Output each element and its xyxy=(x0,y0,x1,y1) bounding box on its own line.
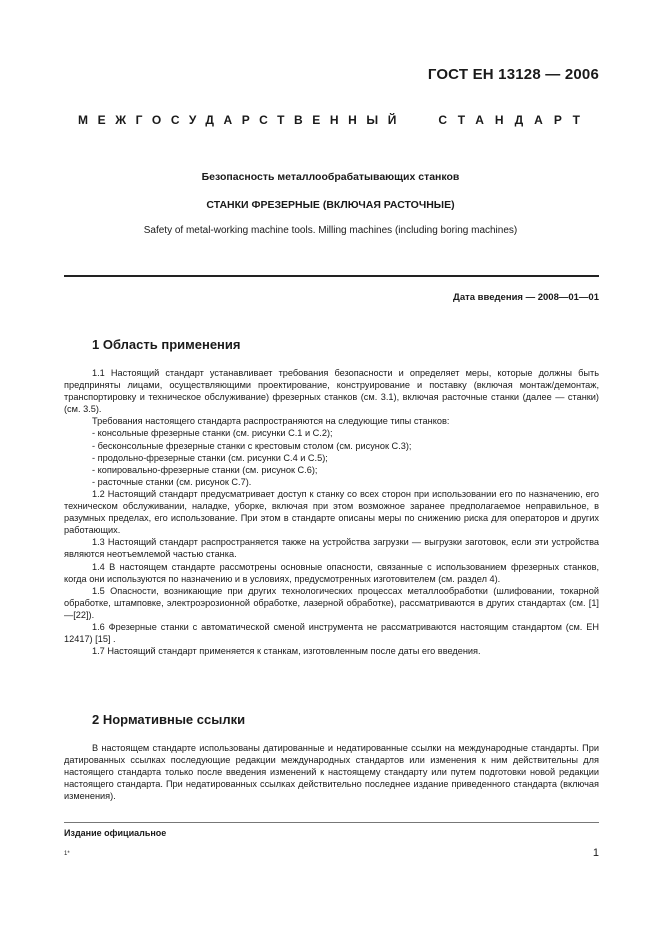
list-item: - бесконсольные фрезерные станки с крестовым столом (см. рисунок С.3); xyxy=(92,440,412,451)
list-item: - консольные фрезерные станки (см. рисунки С.1 и С.2); xyxy=(92,428,333,439)
banner-standard: СТАНДАРТ xyxy=(438,113,591,127)
page-number: 1 xyxy=(592,847,599,859)
paragraph: Требования настоящего стандарта распространяются на следующие типы станков: xyxy=(92,416,450,427)
paragraph: 1.4 В настоящем стандарте рассмотрены основные опасности, связанные с использованием фрезерных станков, когда они используются по назначению и в условиях, предусмотренных изготовителем (см. раздел 4). xyxy=(64,561,599,584)
title-specific: СТАНКИ ФРЕЗЕРНЫЕ (ВКЛЮЧАЯ РАСТОЧНЫЕ) xyxy=(206,199,455,211)
title-general: Безопасность металлообрабатывающих станков xyxy=(201,171,460,183)
title-divider xyxy=(64,275,599,277)
section-references-body xyxy=(64,742,599,802)
list-item: - расточные станки (см. рисунок С.7). xyxy=(92,476,252,487)
title-english: Safety of metal-working machine tools. Milling machines (including boring machines) xyxy=(143,225,518,236)
effective-date: Дата введения — 2008—01—01 xyxy=(453,292,599,303)
standard-banner xyxy=(78,113,591,127)
section-heading-scope: 1 Область применения xyxy=(92,337,241,352)
section-heading-references: 2 Нормативные ссылки xyxy=(92,712,246,727)
paragraph: 1.2 Настоящий стандарт предусматривает доступ к станку со всех сторон при использовании его по назначению, его техническом обслуживании, наладке, уборке, включая при этом возможное заранее предполагаемое неправильное, в разумных пределах, его использование. При этом в стандарте описаны меры по снижению риска для операторов и других работающих. xyxy=(64,488,599,536)
paragraph: 1.5 Опасности, возникающие при других технологических процессах металлообработки (шлифовании, токарной обработке, штамповке, электроэрозионной обработке, лазерной обработке), рассматриваются в других стандартах (см. [1]—[22]). xyxy=(64,585,599,620)
standard-code: ГОСТ ЕН 13128 — 2006 xyxy=(427,66,599,83)
print-mark: 1* xyxy=(64,851,70,857)
paragraph: В настоящем стандарте использованы датированные и недатированные ссылки на международные стандарты. При датированных ссылках последующие редакции международных стандартов или изменения к ним действительны для настоящего стандарта только после введения изменений к настоящему стандарту или путем подготовки новой редакции настоящего стандарта. При недатированных ссылках действительно последнее издание приведенного стандарта (включая изменения). xyxy=(64,743,599,802)
paragraph: 1.3 Настоящий стандарт распространяется также на устройства загрузки — выгрузки заготовок, если эти устройства являются неотъемлемой частью станка. xyxy=(64,537,599,560)
footer-divider xyxy=(64,822,599,823)
banner-interstate: МЕЖГОСУДАРСТВЕННЫЙ xyxy=(78,113,406,127)
list-item: - копировально-фрезерные станки (см. рисунок С.6); xyxy=(92,464,318,475)
paragraph: 1.1 Настоящий стандарт устанавливает требования безопасности и определяет меры, которые должны быть предприняты лицами, осуществляющими проектирование, конструирование и поставку (включая монтаж/демонтаж, транспортировку и техническое обслуживание) фрезерных станков (см. 3.1), включая расточные станки (далее — станки) (см. 3.5). xyxy=(64,368,599,415)
list-item: - продольно-фрезерные станки (см. рисунки С.4 и С.5); xyxy=(92,452,328,463)
section-scope-body xyxy=(64,367,599,657)
paragraph: 1.7 Настоящий стандарт применяется к станкам, изготовленным после даты его введения. xyxy=(92,646,481,657)
official-edition-label: Издание официальное xyxy=(64,828,167,838)
paragraph: 1.6 Фрезерные станки с автоматической сменой инструмента не рассматриваются настоящим стандартом (см. ЕН 12417) [15] . xyxy=(64,621,599,645)
